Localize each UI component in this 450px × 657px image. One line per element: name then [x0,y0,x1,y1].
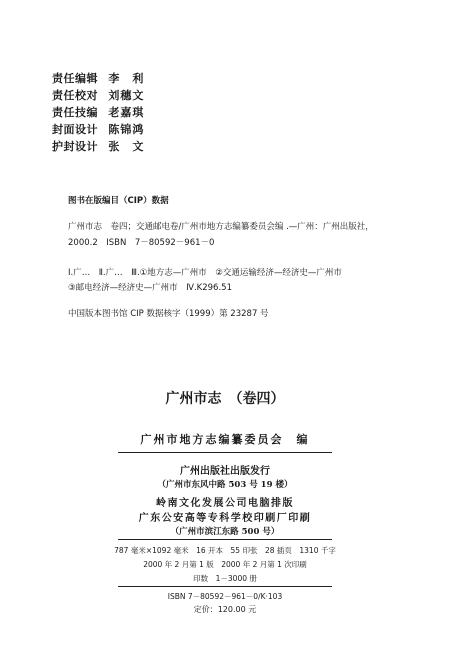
cip-line-5: 中国版本图书馆 CIP 数据核字（1999）第 23287 号 [68,309,269,319]
publisher-line-1: 广州出版社出版发行 [180,466,270,477]
credit-role: 护封设计 [52,140,98,153]
publisher-line-5: （广州市滨江东路 500 号） [170,527,280,537]
credit-row-proofreader [52,87,144,103]
credit-name: 张 文 [108,140,145,153]
credit-row-cover-design [52,121,144,137]
book-editor: 广州市地方志编纂委员会 编 [140,433,310,446]
book-title: 广州市志 （卷四） [165,391,285,407]
publisher-line-4: 广东公安高等专科学校印刷厂印刷 [138,513,312,524]
cip-line-4: ③邮电经济—经济史—广州市 Ⅳ.K296.51 [68,283,232,293]
spec-line-1: 787 毫米×1092 毫米 16 开本 55 印张 28 插页 1310 千字 [114,546,336,555]
cip-line-2: 2000.2 ISBN 7－80592－961－0 [68,238,215,248]
cip-line-3: Ⅰ.广… Ⅱ.广… Ⅲ.①地方志—广州市 ②交通运输经济—经济史—广州市 [68,268,342,278]
price-line: 定价：120.00 元 [193,605,257,614]
credit-role: 责任技编 [52,106,98,119]
divider-middle [118,539,332,540]
publisher-line-3: 岭南文化发展公司电脑排版 [156,498,294,509]
credit-row-editor [52,70,144,86]
credit-row-technical-editor [52,104,144,120]
spec-line-2: 2000 年 2 月第 1 版 2000 年 2 月第 1 次印刷 [143,560,307,569]
cip-heading: 图书在版编目（CIP）数据 [68,196,169,206]
credit-role: 责任校对 [52,89,98,102]
credit-name: 李 利 [108,72,145,85]
credit-name: 陈锦鸿 [108,123,145,136]
credit-name: 刘穗文 [108,89,145,102]
credit-role: 责任编辑 [52,72,98,85]
divider-bottom [118,586,332,587]
isbn-line: ISBN 7－80592－961－0/K·103 [167,592,283,601]
spec-line-3: 印数 1－3000 册 [193,574,257,583]
credit-name: 老嘉琪 [108,106,145,119]
credit-row-jacket-design [52,138,144,154]
cip-line-1: 广州市志 卷四；交通邮电卷/广州市地方志编纂委员会编 .—广州：广州出版社， [68,222,374,232]
credit-role: 封面设计 [52,123,98,136]
publisher-line-2: （广州市东风中路 503 号 19 楼） [157,480,293,490]
divider-top [118,452,332,453]
